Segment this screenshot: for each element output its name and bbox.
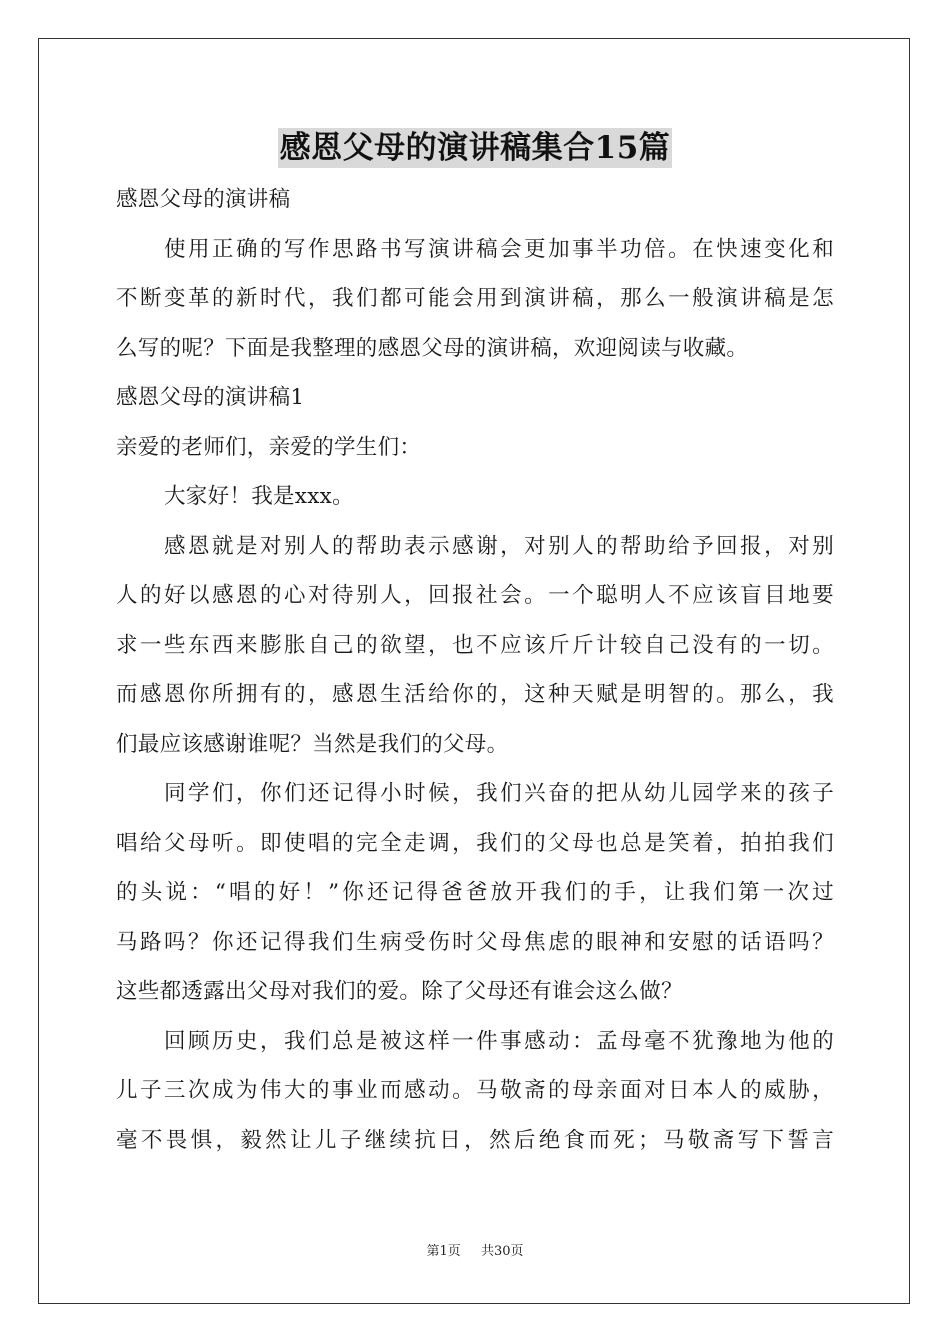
text-line: 而感恩你所拥有的，感恩生活给你的，这种天赋是明智的。那么，我	[116, 682, 834, 707]
text-line: 这些都透露出父母对我们的爱。除了父母还有谁会这么做？	[116, 979, 683, 1004]
text-line: 么写的呢？下面是我整理的感恩父母的演讲稿，欢迎阅读与收藏。	[116, 335, 749, 361]
text-line: 毫不畏惧，毅然让儿子继续抗日，然后绝食而死；马敬斋写下誓言	[116, 1127, 834, 1153]
text-line: 亲爱的老师们，亲爱的学生们：	[116, 434, 422, 460]
text-line: 的头说：“唱的好！”你还记得爸爸放开我们的手，让我们第一次过	[116, 880, 834, 905]
text-line: 儿子三次成为伟大的事业而感动。马敬斋的母亲面对日本人的威胁，	[116, 1078, 834, 1103]
text-line: 同学们，你们还记得小时候，我们兴奋的把从幼儿园学来的孩子	[164, 781, 834, 806]
text-line: 感恩就是对别人的帮助表示感谢，对别人的帮助给予回报，对别	[164, 533, 834, 559]
text-lines	[116, 178, 834, 1168]
document-title: 感恩父母的演讲稿集合15篇	[279, 130, 671, 166]
text-line: 感恩父母的演讲稿	[116, 187, 291, 212]
text-line: 们最应该感谢谁呢？当然是我们的父母。	[116, 731, 509, 757]
text-line: 大家好！我是xxx。	[164, 484, 354, 509]
text-line: 感恩父母的演讲稿1	[116, 385, 305, 410]
title-container	[116, 128, 834, 168]
text-line: 使用正确的写作思路书写演讲稿会更加事半功倍。在快速变化和	[164, 236, 834, 262]
text-line: 不断变革的新时代，我们都可能会用到演讲稿，那么一般演讲稿是怎	[116, 286, 834, 311]
text-line: 回顾历史，我们总是被这样一件事感动：孟母毫不犹豫地为他的	[164, 1028, 834, 1054]
page-footer	[0, 1240, 950, 1259]
text-line: 人的好以感恩的心对待别人，回报社会。一个聪明人不应该盲目地要	[116, 583, 834, 608]
page-number: 第1页	[426, 1244, 461, 1259]
page-total: 共30页	[480, 1244, 524, 1259]
text-line: 求一些东西来膨胀自己的欲望，也不应该斤斤计较自己没有的一切。	[116, 632, 834, 658]
text-line: 唱给父母听。即使唱的完全走调，我们的父母也总是笑着，拍拍我们	[116, 830, 834, 856]
text-line: 马路吗？你还记得我们生病受伤时父母焦虑的眼神和安慰的话语吗？	[116, 929, 834, 955]
